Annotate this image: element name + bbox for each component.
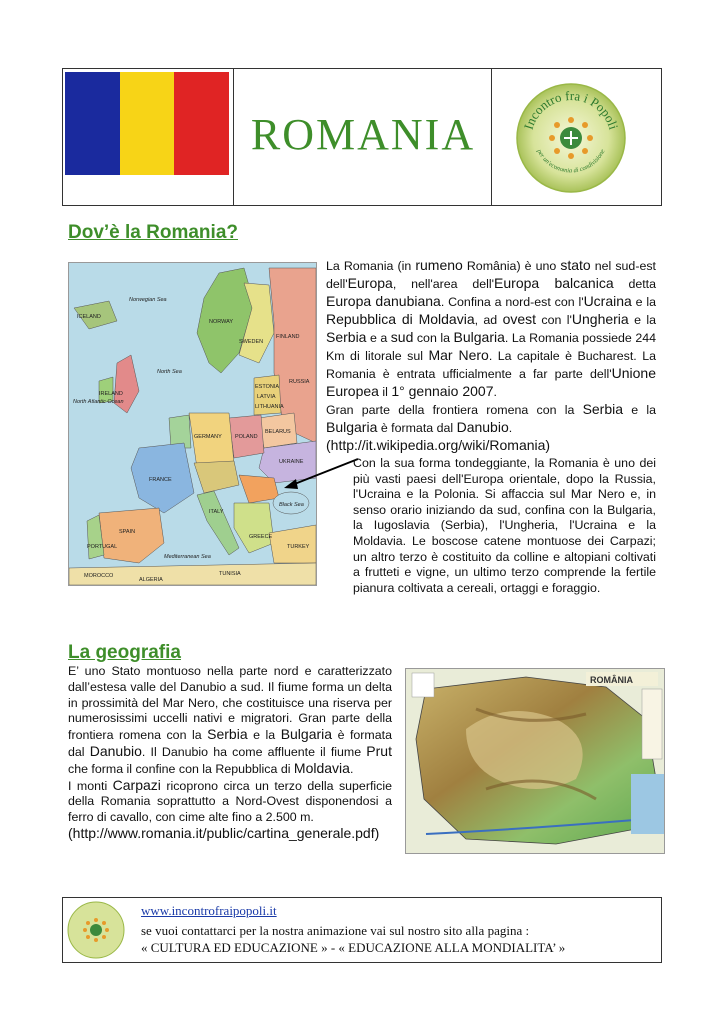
svg-text:SWEDEN: SWEDEN [239,339,264,345]
svg-text:ALGERIA: ALGERIA [139,577,163,583]
header-divider [233,69,234,205]
description-paragraph: Con la sua forma tondeggiante, la Romania è uno dei più vasti paesi dell'Europa orientale, dopo la Russia, l'Ucraina e la Polonia. Si affaccia sul Mar Nero e, in senso orario iniziando da sud, confina con la Bulgaria, la Iugoslavia (Serbia), l'Ungheria, l'Ucraina e la Moldavia. Le boscose catene montuose dei Carpazi; un altro terzo è costituito da colline e altopiani coltivati a frutteti e vigne, un ultimo terzo comprende la fertile pianura coltivata a cereali, ortaggi e foraggio. [353,456,656,595]
svg-text:POLAND: POLAND [235,434,258,440]
footer-box [62,897,662,963]
svg-text:GERMANY: GERMANY [194,434,222,440]
romania-flag [65,72,229,175]
svg-text:North Sea: North Sea [157,369,182,375]
header-box [62,68,662,206]
svg-text:BELARUS: BELARUS [265,429,291,435]
svg-text:ICELAND: ICELAND [77,314,101,320]
footer-line-1: se vuoi contattarci per la nostra animazione vai sul nostro sito alla pagina : [141,923,530,938]
svg-text:LITHUANIA: LITHUANIA [255,404,284,410]
romania-source: (http://www.romania.it/public/cartina_generale.pdf) [68,824,380,841]
flag-stripe-red [174,72,229,175]
svg-text:UKRAINE: UKRAINE [279,459,304,465]
intro-paragraph: La Romania (in rumeno România) è uno stato nel sud-est dell'Europa, nell'area dell'Europa balcanica detta Europa danubiana. Confina a nord-est con l'Ucraina e la Repubblica di Moldavia, ad ovest con l'Ungheria e la Serbia e a sud con la Bulgaria. La Romania possiede 244 Km di litorale sul Mar Nero. La capitale è Bucharest. La Romania è entrata ufficialmente a far parte dell'Unione Europea il 1° gennaio 2007. Gran parte della frontiera romena con la Serbia e la Bulgaria è formata dal Danubio. (http://it.wikipedia.org/wiki/Romania) [326,257,657,453]
svg-text:MOROCCO: MOROCCO [84,573,114,579]
svg-text:TURKEY: TURKEY [287,544,310,550]
svg-text:PORTUGAL: PORTUGAL [87,544,118,550]
svg-text:LATVIA: LATVIA [257,394,276,400]
svg-text:RUSSIA: RUSSIA [289,379,310,385]
svg-text:FRANCE: FRANCE [149,477,172,483]
page-title: ROMANIA [250,110,476,159]
romania-physical-map [405,668,665,854]
footer-text [141,922,565,956]
svg-text:GREECE: GREECE [249,534,273,540]
svg-text:ESTONIA: ESTONIA [255,384,280,390]
section-heading-geography: La geografia [68,642,181,663]
website-link[interactable]: www.incontrofraipopoli.it [141,903,277,918]
header-divider [491,69,492,205]
geography-paragraph: E’ uno Stato montuoso nella parte nord e caratterizzato dall’estesa valle del Danubio a sud. Il fiume forma un delta in prossimità del Mar Nero, che costituisce una riserva per numerosissimi uccelli nativi e migratori. Gran parte della frontiera romena con la Serbia e la Bulgaria è formata dal Danubio. Il Danubio ha come affluente il fiume Prut che forma il confine con la Repubblica di Moldavia. I monti Carpazi ricoprono circa un terzo della superficie della Romania soprattutto a Nord-Ovest disponendosi a ferro di cavallo, con cime alte fino a 2.500 m. (http://www.romania.it/public/cartina_generale.pdf) [68,664,392,841]
incontro-logo [515,82,627,194]
wikipedia-source: (http://it.wikipedia.org/wiki/Romania) [326,437,551,453]
section-heading-where: Dov’è la Romania? [68,222,238,243]
svg-text:ROMÂNIA: ROMÂNIA [590,675,633,685]
svg-text:North Atlantic Ocean: North Atlantic Ocean [73,399,124,405]
europe-map [68,262,317,586]
svg-text:NORWAY: NORWAY [209,319,234,325]
svg-text:Black Sea: Black Sea [279,502,304,508]
svg-text:ITALY: ITALY [209,509,224,515]
svg-text:Mediterranean Sea: Mediterranean Sea [164,554,211,560]
incontro-logo-small [67,901,125,959]
svg-text:Incontro fra i Popoli: Incontro fra i Popoli [520,87,622,132]
svg-text:SPAIN: SPAIN [119,529,136,535]
svg-text:Norwegian Sea: Norwegian Sea [129,297,167,303]
pointer-arrow [280,455,360,495]
svg-text:IRELAND: IRELAND [99,391,123,397]
footer-line-2: « CULTURA ED EDUCAZIONE » - « EDUCAZIONE ALLA MONDIALITA’ » [141,940,566,955]
svg-text:TUNISIA: TUNISIA [219,571,241,577]
flag-stripe-yellow [120,72,175,175]
svg-text:per un'economia di condivision: per un'economia di condivisione [535,148,607,175]
flag-stripe-blue [65,72,120,175]
svg-text:FINLAND: FINLAND [276,334,300,340]
